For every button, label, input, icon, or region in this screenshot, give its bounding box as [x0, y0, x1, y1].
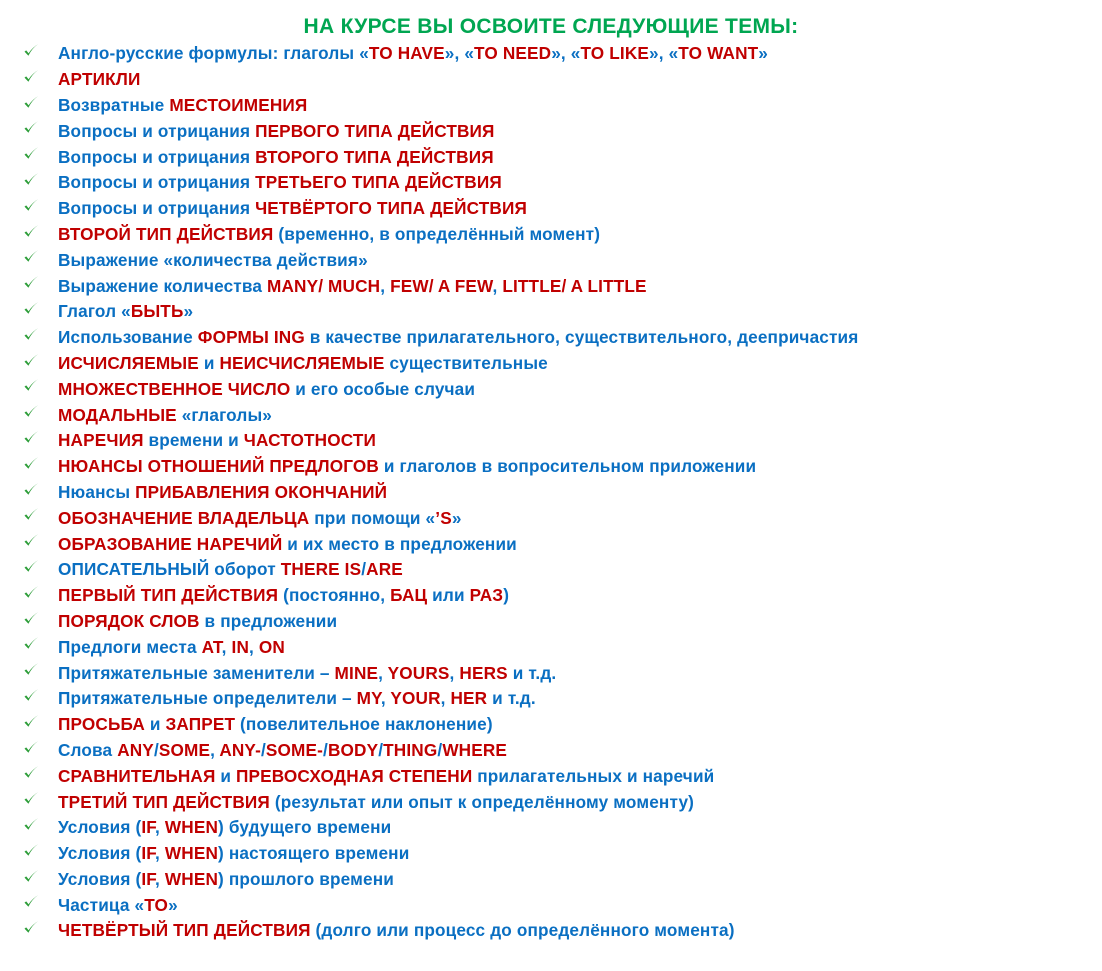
topic-text	[58, 351, 548, 376]
topic-plain-text: времени и	[143, 430, 244, 451]
topic-plain-text: Условия (	[58, 868, 142, 889]
check-mark-icon	[0, 712, 58, 738]
check-mark-icon	[0, 660, 58, 686]
topic-plain-text: ,	[380, 275, 391, 296]
check-mark-icon	[0, 609, 58, 635]
topic-plain-text: Использование	[58, 327, 198, 348]
list-item	[0, 41, 1102, 67]
check-mark-icon	[0, 273, 58, 299]
topic-highlight: ВТОРОГО ТИПА ДЕЙСТВИЯ	[255, 146, 494, 167]
topic-highlight: ИСЧИСЛЯЕМЫЕ	[58, 352, 199, 373]
topic-text	[58, 41, 768, 66]
check-mark-icon	[0, 918, 58, 944]
list-item	[0, 531, 1102, 557]
topic-plain-text: ) настоящего времени	[218, 843, 410, 864]
topic-highlight: ПРЕВОСХОДНАЯ СТЕПЕНИ	[236, 765, 473, 786]
topic-text	[58, 403, 272, 428]
topic-plain-text: Частица «	[58, 894, 145, 915]
list-item	[0, 557, 1102, 583]
topic-plain-text: Предлоги места	[58, 636, 202, 657]
check-mark-icon	[0, 118, 58, 144]
topic-highlight: SOME	[158, 739, 211, 760]
topic-highlight: IF	[141, 868, 156, 889]
topic-highlight: БАЦ	[390, 585, 428, 606]
list-item	[0, 815, 1102, 841]
check-mark-icon	[0, 505, 58, 531]
topic-highlight: ЧАСТОТНОСТИ	[243, 430, 377, 451]
check-mark-icon	[0, 351, 58, 377]
topic-text	[58, 583, 509, 608]
topic-text	[58, 918, 735, 943]
topic-text	[58, 738, 507, 763]
topic-text	[58, 532, 517, 557]
topic-plain-text: Выражение количества	[58, 275, 267, 296]
topic-plain-text: Вопросы и отрицания	[58, 172, 256, 193]
topic-plain-text: »	[183, 301, 194, 322]
topic-plain-text: /	[361, 559, 367, 580]
list-item	[0, 892, 1102, 918]
topic-plain-text: ,	[449, 662, 460, 683]
topic-plain-text: », «	[551, 43, 581, 64]
topic-plain-text: (временно, в определённый момент)	[273, 223, 601, 244]
topic-text	[58, 764, 714, 789]
topic-plain-text: Возвратные	[58, 94, 170, 115]
check-mark-icon	[0, 686, 58, 712]
list-item	[0, 402, 1102, 428]
topic-highlight: МОДАЛЬНЫЕ	[58, 404, 177, 425]
topic-plain-text: », «	[649, 43, 679, 64]
check-mark-icon	[0, 325, 58, 351]
topic-highlight: AT	[201, 636, 222, 657]
topic-highlight: НЮАНСЫ ОТНОШЕНИЙ ПРЕДЛОГОВ	[58, 456, 379, 477]
list-item	[0, 196, 1102, 222]
topic-text	[58, 686, 536, 711]
topic-highlight: ПРИБАВЛЕНИЯ ОКОНЧАНИЙ	[135, 481, 388, 502]
topic-highlight: ПРОСЬБА	[58, 714, 145, 735]
topic-text	[58, 815, 391, 840]
topic-plain-text: и	[215, 765, 237, 786]
topic-highlight: ЗАПРЕТ	[165, 714, 236, 735]
check-mark-icon	[0, 299, 58, 325]
check-mark-icon	[0, 402, 58, 428]
check-mark-icon	[0, 583, 58, 609]
topic-highlight: ОБОЗНАЧЕНИЕ ВЛАДЕЛЬЦА	[58, 507, 310, 528]
topic-list	[0, 41, 1102, 944]
check-mark-icon	[0, 815, 58, 841]
list-item	[0, 480, 1102, 506]
check-mark-icon	[0, 531, 58, 557]
topic-text	[58, 248, 368, 273]
topic-plain-text: Слова	[58, 739, 118, 760]
topic-text	[58, 325, 858, 350]
topic-highlight: WHEN	[164, 843, 219, 864]
topic-text	[58, 867, 394, 892]
topic-highlight: РАЗ	[469, 585, 504, 606]
list-item	[0, 789, 1102, 815]
topic-plain-text: ,	[210, 739, 220, 760]
topic-plain-text: ,	[155, 843, 165, 864]
check-mark-icon	[0, 454, 58, 480]
topic-text	[58, 893, 178, 918]
topic-plain-text: ) будущего времени	[218, 817, 392, 838]
topic-text	[58, 841, 409, 866]
topic-highlight: ПЕРВОГО ТИПА ДЕЙСТВИЯ	[255, 120, 495, 141]
topic-plain-text: и его особые случаи	[290, 378, 476, 399]
check-mark-icon	[0, 93, 58, 119]
topic-text	[58, 609, 337, 634]
list-item	[0, 712, 1102, 738]
topic-plain-text: в предложении	[199, 610, 338, 631]
check-mark-icon	[0, 480, 58, 506]
topic-plain-text: Условия (	[58, 843, 142, 864]
check-mark-icon	[0, 789, 58, 815]
topic-plain-text: /	[153, 739, 159, 760]
check-mark-icon	[0, 634, 58, 660]
list-item	[0, 505, 1102, 531]
topic-text	[58, 196, 527, 221]
topic-highlight: ЧЕТВЁРТЫЙ ТИП ДЕЙСТВИЯ	[58, 920, 311, 941]
topic-plain-text: (постоянно,	[278, 585, 391, 606]
topic-text	[58, 119, 495, 144]
check-mark-icon	[0, 41, 58, 67]
topic-text	[58, 790, 694, 815]
topic-highlight: ТРЕТИЙ ТИП ДЕЙСТВИЯ	[58, 791, 270, 812]
topic-highlight: WHEN	[164, 868, 219, 889]
topic-highlight: ЧЕТВЁРТОГО ТИПА ДЕЙСТВИЯ	[255, 198, 528, 219]
topic-plain-text: и их место в предложении	[282, 533, 517, 554]
topic-plain-text: ,	[155, 868, 165, 889]
list-item	[0, 634, 1102, 660]
list-item	[0, 918, 1102, 944]
topic-text	[58, 145, 494, 170]
topic-plain-text: «глаголы»	[176, 404, 272, 425]
topic-highlight: ВТОРОЙ ТИП ДЕЙСТВИЯ	[58, 223, 274, 244]
topic-plain-text: при помощи «	[309, 507, 436, 528]
topic-text	[58, 557, 403, 582]
topic-highlight: TO	[144, 894, 169, 915]
topic-text	[58, 377, 475, 402]
topic-plain-text: (долго или процесс до определённого момента)	[310, 920, 735, 941]
list-item	[0, 738, 1102, 764]
topic-plain-text: », «	[444, 43, 475, 64]
list-item	[0, 247, 1102, 273]
topic-text	[58, 480, 387, 505]
list-item	[0, 93, 1102, 119]
topic-highlight: ’S	[435, 507, 452, 528]
topic-highlight: BODY	[327, 739, 379, 760]
list-item	[0, 325, 1102, 351]
topic-plain-text: ,	[249, 636, 259, 657]
topic-text	[58, 454, 756, 479]
topic-highlight: HER	[450, 688, 488, 709]
topic-highlight: ФОРМЫ ING	[197, 327, 305, 348]
topic-highlight: LITTLE/ A LITTLE	[502, 275, 647, 296]
topic-plain-text: Вопросы и отрицания	[58, 146, 256, 167]
list-item	[0, 660, 1102, 686]
topic-highlight: MANY/ MUCH	[267, 275, 381, 296]
topic-plain-text: и	[198, 352, 220, 373]
topic-highlight: WHEN	[164, 817, 219, 838]
list-item	[0, 376, 1102, 402]
topic-highlight: YOUR	[390, 688, 441, 709]
list-item	[0, 144, 1102, 170]
topic-highlight: НЕИСЧИСЛЯЕМЫЕ	[219, 352, 385, 373]
topic-highlight: НАРЕЧИЯ	[58, 430, 144, 451]
topic-plain-text: »	[168, 894, 178, 915]
topic-highlight: ARE	[366, 559, 403, 580]
topic-plain-text: Нюансы	[58, 481, 136, 502]
check-mark-icon	[0, 67, 58, 93]
topic-plain-text: и т.д.	[487, 688, 536, 709]
list-item	[0, 299, 1102, 325]
topic-highlight: СРАВНИТЕЛЬНАЯ	[58, 765, 216, 786]
topic-highlight: ANY-	[219, 739, 261, 760]
topic-plain-text: ,	[378, 662, 388, 683]
topic-plain-text: ,	[221, 636, 232, 657]
topic-highlight: TO WANT	[678, 43, 759, 64]
list-item	[0, 118, 1102, 144]
topic-highlight: IF	[141, 817, 156, 838]
topic-highlight: ОБРАЗОВАНИЕ НАРЕЧИЙ	[58, 533, 283, 554]
check-mark-icon	[0, 557, 58, 583]
topic-plain-text: ,	[492, 275, 503, 296]
topic-text	[58, 635, 285, 660]
check-mark-icon	[0, 428, 58, 454]
topic-plain-text: Вопросы и отрицания	[58, 120, 256, 141]
topic-highlight: FEW/ A FEW	[390, 275, 493, 296]
check-mark-icon	[0, 144, 58, 170]
topic-highlight: IF	[141, 843, 156, 864]
topic-text	[58, 170, 502, 195]
topic-plain-text: )	[503, 585, 510, 606]
list-item	[0, 686, 1102, 712]
topic-highlight: MY	[356, 688, 381, 709]
topic-plain-text: /	[323, 739, 328, 760]
check-mark-icon	[0, 841, 58, 867]
topic-highlight: WHERE	[442, 739, 508, 760]
topic-plain-text: ,	[155, 817, 165, 838]
check-mark-icon	[0, 738, 58, 764]
topic-plain-text: Глагол «	[58, 301, 131, 322]
topic-plain-text: Англо-русские формулы: глаголы «	[58, 43, 369, 64]
topic-text	[58, 661, 556, 686]
topic-highlight: MINE	[334, 662, 379, 683]
list-item	[0, 609, 1102, 635]
topic-plain-text: /	[437, 739, 443, 760]
topic-plain-text: /	[260, 739, 266, 760]
topic-highlight: HERS	[459, 662, 508, 683]
topic-plain-text: Притяжательные определители –	[58, 688, 357, 709]
list-item	[0, 867, 1102, 893]
check-mark-icon	[0, 892, 58, 918]
topic-plain-text: ) прошлого времени	[218, 868, 394, 889]
topic-plain-text: Условия (	[58, 817, 142, 838]
topic-highlight: АРТИКЛИ	[58, 69, 141, 90]
topic-highlight: SOME-	[265, 739, 324, 760]
list-item	[0, 841, 1102, 867]
topic-plain-text: и т.д.	[507, 662, 557, 683]
check-mark-icon	[0, 867, 58, 893]
topic-plain-text: существительные	[384, 352, 548, 373]
topic-plain-text: Выражение «количества действия»	[58, 249, 368, 270]
topic-text	[58, 222, 600, 247]
topic-text	[58, 274, 647, 299]
list-item	[0, 428, 1102, 454]
topic-highlight: ANY	[117, 739, 154, 760]
topic-highlight: МНОЖЕСТВЕННОЕ ЧИСЛО	[58, 378, 291, 399]
topic-plain-text: ,	[440, 688, 451, 709]
topic-highlight: БЫТЬ	[130, 301, 184, 322]
list-item	[0, 583, 1102, 609]
list-item	[0, 170, 1102, 196]
topic-plain-text: /	[378, 739, 384, 760]
topic-plain-text: »	[451, 507, 462, 528]
check-mark-icon	[0, 170, 58, 196]
topic-text	[58, 712, 493, 737]
topic-highlight: THING	[383, 739, 438, 760]
topic-plain-text: Притяжательные заменители –	[58, 662, 335, 683]
topic-text	[58, 299, 193, 324]
check-mark-icon	[0, 196, 58, 222]
list-item	[0, 351, 1102, 377]
list-item	[0, 454, 1102, 480]
topic-highlight: ТРЕТЬЕГО ТИПА ДЕЙСТВИЯ	[255, 172, 502, 193]
topic-plain-text: (результат или опыт к определённому моменту)	[269, 791, 695, 812]
topic-plain-text: Вопросы и отрицания	[58, 198, 256, 219]
topic-plain-text: или	[427, 585, 470, 606]
topic-plain-text: прилагательных и наречий	[472, 765, 715, 786]
topic-plain-text: (повелительное наклонение)	[235, 714, 493, 735]
topic-plain-text: »	[758, 43, 768, 64]
topic-highlight: МЕСТОИМЕНИЯ	[169, 94, 308, 115]
topic-highlight: IN	[231, 636, 250, 657]
topic-highlight: ПЕРВЫЙ ТИП ДЕЙСТВИЯ	[58, 585, 279, 606]
topic-text	[58, 67, 140, 92]
check-mark-icon	[0, 247, 58, 273]
topic-plain-text: и глаголов в вопросительном приложении	[378, 456, 757, 477]
topic-highlight: TO NEED	[474, 43, 552, 64]
check-mark-icon	[0, 376, 58, 402]
topic-text	[58, 428, 376, 453]
check-mark-icon	[0, 222, 58, 248]
check-mark-icon	[0, 763, 58, 789]
topic-plain-text: в качестве прилагательного, существительного, деепричастия	[304, 327, 859, 348]
topic-plain-text: и	[144, 714, 166, 735]
topic-highlight: ПОРЯДОК СЛОВ	[58, 610, 200, 631]
topic-highlight: TO HAVE	[368, 43, 445, 64]
list-item	[0, 67, 1102, 93]
list-item	[0, 273, 1102, 299]
list-item	[0, 222, 1102, 248]
topic-highlight: ON	[258, 636, 285, 657]
topic-highlight: TO LIKE	[580, 43, 650, 64]
topic-highlight: THERE IS	[280, 559, 362, 580]
topic-plain-text: ОПИСАТЕЛЬНЫЙ оборот	[58, 559, 281, 580]
list-item	[0, 763, 1102, 789]
page-title: НА КУРСЕ ВЫ ОСВОИТЕ СЛЕДУЮЩИЕ ТЕМЫ:	[303, 15, 799, 38]
topic-text	[58, 93, 307, 118]
topic-plain-text: ,	[380, 688, 391, 709]
topic-highlight: YOURS	[387, 662, 450, 683]
topic-text	[58, 506, 462, 531]
